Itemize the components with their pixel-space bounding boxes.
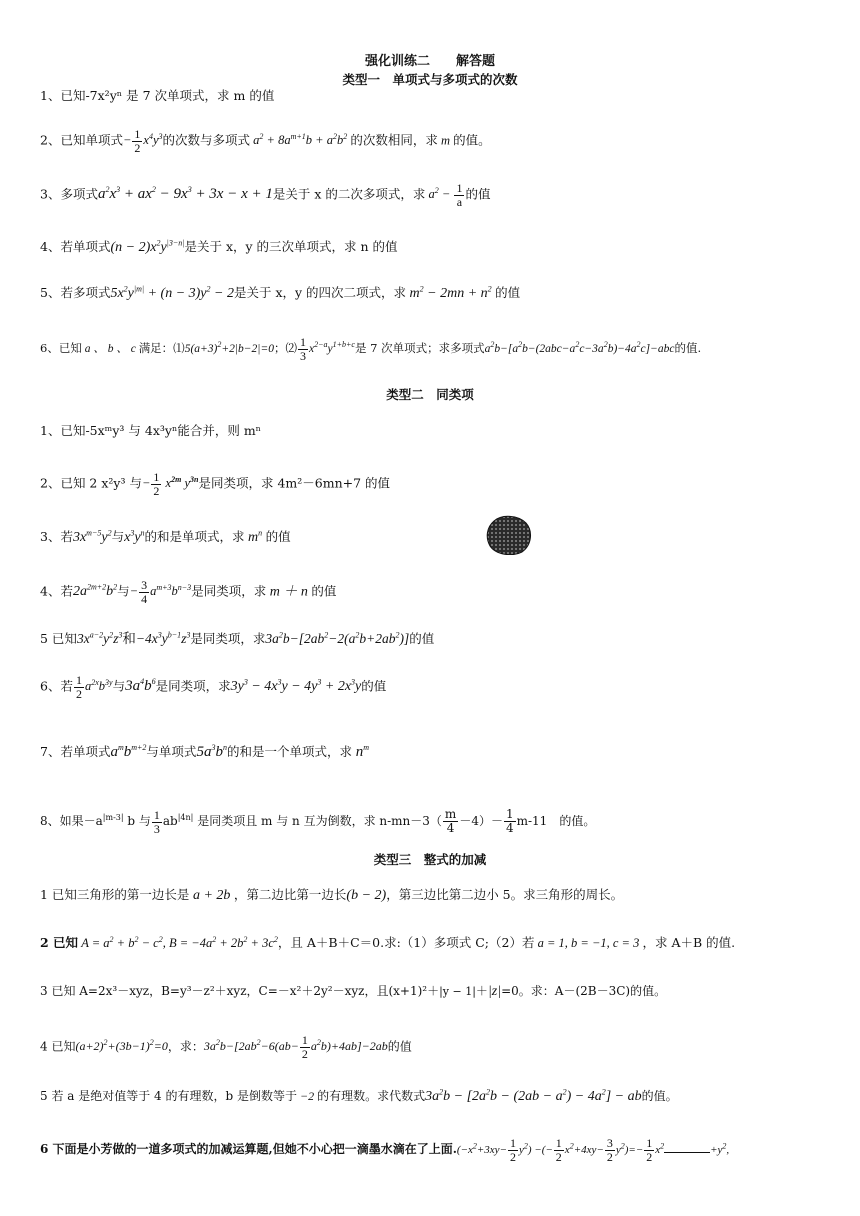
question-2-7-mid: 与单项式 — [146, 744, 197, 759]
question-3-2-prefix: 2 已知 — [40, 935, 79, 950]
question-2-8-post: 是同类项且 m 与 n 互为倒数，求 n-mn－3（ — [197, 814, 442, 828]
question-3-6: 6 下面是小芳做的一道多项式的加减运算题,但她不小心把一滴墨水滴在了上面$.(-x^2+3xy-$ $\frac{1}{2}$ $y^2$) −(− $\frac{1}{2}$ $x^2+4xy-$ $\frac{3}{2}$ $y^2)=-$ $\frac{1}{2}$ $x^2 +y^2$, — [40, 1136, 730, 1164]
section-heading-type3: 类型三 整式的加减 — [373, 852, 487, 867]
question-1-2-prefix: 2、已知单项式 — [40, 132, 123, 148]
question-3-1: 1 已知三角形的第一边长是 a + 2b ，第二边比第一边长(b − 2)，第三边比第二边小 5。求三角形的周长。 — [40, 887, 624, 903]
question-3-3-end: =0。求：A－(2B－3C)的值。 — [501, 984, 667, 998]
question-3-1-mid: ，第二边比第一边长 — [233, 887, 347, 902]
question-3-5: 5 若 a 是绝对值等于 4 的有理数，b 是倒数等于 −2 的有理数。求代数式$3a^2b - [2a^2b - (2ab - a^2) - 4a^2]$ − ab的值。 — [40, 1087, 678, 1104]
question-3-6-text: 6 下面是小芳做的一道多项式的加减运算题,但她不小心把一滴墨水滴在了上面. — [40, 1142, 457, 1157]
section-heading-type1: 类型一 单项式与多项式的次数 — [342, 72, 518, 87]
question-2-8-end: 的值。 — [559, 814, 596, 828]
question-2-6-end: 的值 — [361, 678, 387, 694]
question-2-4-post: 是同类项，求 — [191, 583, 267, 599]
section-heading-type2: 类型二 同类项 — [386, 387, 474, 402]
question-3-2-post: ，且 A＋B＋C＝0.求:（1）多项式 C;（2）若 — [277, 935, 535, 950]
question-2-6: 6、若 $\frac{1}{2}$ $a^{2x}b^{3y}$与$3a^4b^6$是同类项，求$3y^3 - 4x^3y - 4y^3 + 2x^3y$的值 — [40, 673, 387, 701]
question-1-6-end: 的值. — [674, 341, 702, 356]
question-1-6-prefix: 6、已知 — [40, 341, 82, 356]
question-3-3: 3 已知 A=2x³－xyz，B=y³－z²＋xyz，C=－x²＋2y²－xyz，且(x+1)²＋|y − 1|＋|z|=0。求：A－(2B－3C)的值。 — [40, 984, 667, 999]
question-2-8: 8、如果$-a^{|m-3|}$ b 与 $\frac{1}{3}$ $ab^{|4n|}$ 是同类项且 m 与 n 互为倒数，求 n-mn－3（ $\frac{m}{4}$ －4）－ $\frac{1}{4}$ m-11 的值。 — [40, 807, 596, 836]
question-1-5-prefix: 5、若多项式 — [40, 285, 111, 300]
question-3-5-prefix: 5 若 a 是绝对值等于 4 的有理数，b 是倒数等于 — [40, 1089, 297, 1103]
question-1-5: 5、若多项式$5x^2y^{|m|} + (n - 3)y^2 - 2$是关于 x，y 的四次二项式，求 $m^2 - 2mn + n^2$ 的值 — [40, 284, 521, 301]
question-3-4-prefix: 4 已知 — [40, 1039, 76, 1054]
question-3-1-post: ，第三边比第二边小 5。求三角形的周长。 — [386, 887, 624, 902]
question-1-2: 2、已知单项式− $\frac{1}{2}$ $x^4y^3$的次数与多项式 $a^2 + 8a^{m+1}b + a^2b^2$ 的次数相同，求 m 的值。 — [40, 127, 491, 155]
question-1-4: 4、若单项式$(n - 2)x^2y^{|3-n|}$是关于 x，y 的三次单项式，求 n 的值 — [40, 238, 398, 255]
question-3-5-mid: 的有理数。求代数式 — [317, 1089, 426, 1103]
question-1-1-text: 1、已知-7x²yⁿ 是 7 次单项式，求 m 的值 — [40, 88, 275, 103]
question-2-1-text: 1、已知-5xᵐy³ 与 4x³yⁿ能合并，则 mⁿ — [40, 423, 262, 438]
question-2-8-mid: ab — [162, 814, 178, 828]
question-2-5-prefix: 5 已知 — [40, 631, 77, 646]
question-1-3: 3、多项式$a^2x^3 + ax^2 - 9x^3 + 3x - x + 1$是关于 x 的二次多项式，求 $a^2$ − $\frac{1}{a}$ 的值 — [40, 181, 491, 209]
question-2-8-prefix: 8、如果－a — [40, 814, 103, 828]
question-1-6: 6、已知 a 、 b 、 c 满足：$⑴5(a+3)^2+2|b-2|=0$；⑵ $\frac{1}{3}$ $x^{2-a}y^{1+b+c}$是 7 次单项式；求多项式$a^2b-[a^2b-(2abc-a^2c-3a^2b)-4a^2c]-abc$的值. — [40, 335, 702, 363]
question-3-3-text: 3 已知 A=2x³－xyz，B=y³－z²＋xyz，C=－x²＋2y²－xyz，且(x+1)²＋ — [40, 984, 440, 998]
question-2-6-prefix: 6、若 — [40, 678, 73, 694]
question-1-6-cond2-label: ；⑵ — [273, 341, 297, 356]
question-1-2-end: 的值。 — [453, 132, 491, 148]
question-2-3-end: 的值 — [265, 529, 291, 544]
question-3-4-end: 的值 — [387, 1039, 412, 1054]
question-2-7: 7、若单项式$a^mb^{m+2}$与单项式$5a^3b^n$的和是一个单项式，求 $n^m$ — [40, 743, 369, 760]
question-1-2-mid: 的次数与多项式 — [162, 132, 251, 148]
question-2-5-mid: 是同类项，求 — [190, 631, 266, 646]
question-2-7-post: 的和是一个单项式，求 — [226, 744, 352, 759]
question-2-2: 2、已知 2 x²y³ 与− $\frac{1}{2}$ $x^{2m}$ $y^{3n}$是同类项，求 4m²－6mn+7 的值 — [40, 470, 391, 498]
question-2-3: 3、若$3x^{m-5}y^2$与$x^3y^n$的和是单项式，求 $m^n$ 的值 — [40, 528, 291, 545]
question-3-1-prefix: 1 已知三角形的第一边长是 — [40, 887, 190, 902]
question-1-6-mid: 是 7 次单项式；求多项式 — [354, 341, 485, 356]
question-3-5-end: 的值。 — [641, 1089, 678, 1103]
question-1-5-end: 的值 — [495, 285, 521, 300]
question-1-3-end: 的值 — [465, 186, 491, 202]
question-3-4: 4 已知$(a+2)^2+(3b-1)^2=0$，求：$3a^2b-[2ab^2-6(ab-$ $\frac{1}{2}$ $a^2b)+4ab]-2ab$的值 — [40, 1033, 412, 1061]
question-3-2: 2 已知 $A = a^2 + b^2 - c^2$, $B = -4a^2 + 2b^2 + 3c^2$，且 A＋B＋C＝0.求:（1）多项式 C;（2）若 a = 1, b = −1, c = 3 ，求 A＋B 的值. — [40, 934, 736, 950]
question-2-4: 4、若$2a^{2m+2}b^2$与− $\frac{3}{4}$ $a^{m+3}b^{n-3}$是同类项，求 m ＋ n 的值 — [40, 578, 337, 606]
question-1-5-post: 是关于 x，y 的四次二项式，求 — [233, 285, 407, 300]
question-3-4-mid: ，求： — [167, 1039, 204, 1054]
question-2-4-prefix: 4、若 — [40, 583, 73, 599]
question-1-3-prefix: 3、多项式 — [40, 186, 98, 202]
page-title: 强化训练二 解答题 — [364, 54, 495, 69]
question-1-4-post: 是关于 x，y 的三次单项式，求 n 的值 — [184, 239, 398, 254]
question-1-3-mid: 是关于 x 的二次多项式，求 — [272, 186, 426, 202]
question-1-6-cond1-label: 满足：⑴ — [138, 341, 185, 356]
question-2-2-prefix: 2、已知 2 x²y³ 与 — [40, 475, 142, 491]
question-2-5: 5 已知$3x^{a-2}y^2z^3$和$-4x^3y^{b-1}z^3$是同类项，求$3a^2b-[2ab^2-2(a^2b+2ab^2)]$的值 — [40, 630, 435, 646]
question-2-3-prefix: 3、若 — [40, 529, 73, 544]
question-2-1 — [40, 422, 820, 440]
question-3-2-end: ，求 A＋B 的值. — [642, 935, 736, 950]
question-2-4-end: 的值 — [311, 583, 337, 599]
question-1-4-prefix: 4、若单项式 — [40, 239, 111, 254]
question-2-2-post: 是同类项，求 4m²－6mn+7 的值 — [198, 475, 391, 491]
question-2-7-prefix: 7、若单项式 — [40, 744, 111, 759]
ink-blot-image — [486, 515, 532, 555]
question-1-2-post: 的次数相同，求 — [350, 132, 438, 148]
question-2-6-mid: 与 — [112, 678, 126, 694]
question-2-8-post2: －4）－ — [459, 814, 503, 828]
question-2-5-end: 的值 — [409, 631, 435, 646]
question-1-1 — [40, 87, 820, 105]
question-2-6-post: 是同类项，求 — [155, 678, 231, 694]
question-2-3-post: 的和是单项式，求 — [144, 529, 245, 544]
question-2-4-mid: 与 — [117, 583, 130, 599]
